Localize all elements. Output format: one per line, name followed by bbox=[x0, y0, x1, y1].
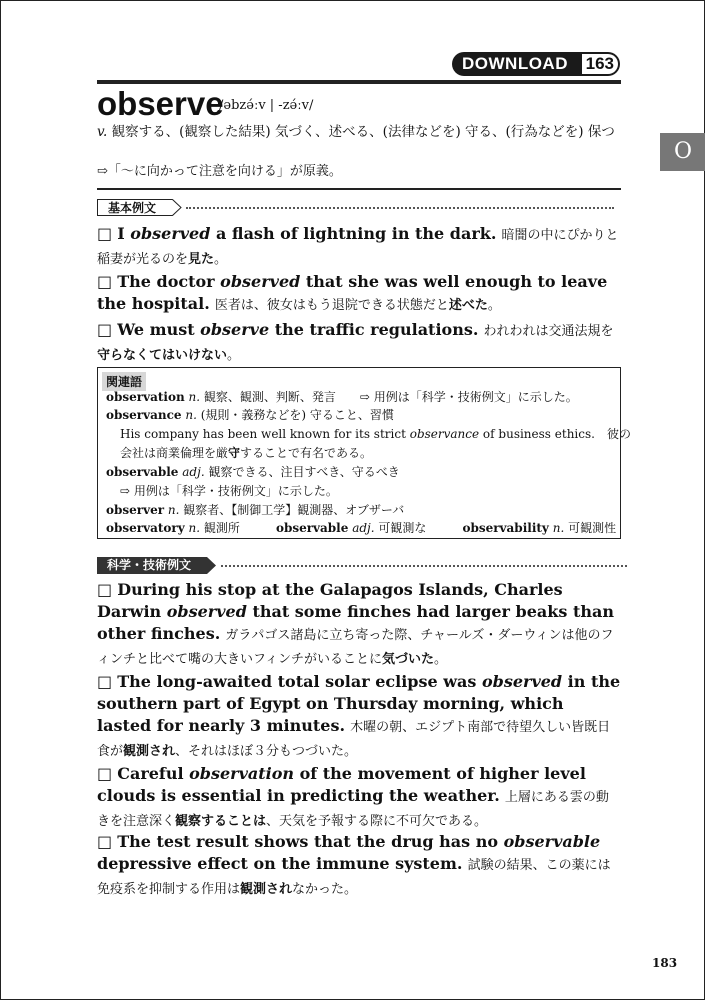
related-words-label: 関連語 bbox=[102, 372, 146, 391]
checkbox[interactable]: □ bbox=[97, 672, 113, 691]
checkbox[interactable]: □ bbox=[97, 224, 113, 243]
science-examples-header bbox=[97, 557, 627, 574]
basic-examples-label: 基本例文 bbox=[97, 199, 172, 216]
science-example-1 bbox=[97, 579, 621, 671]
example-japanese: ガラパゴス諸島に立ち寄った際、チャールズ・ダーウィンは他のフィンチと比べて嘴の大きいフィンチがいることに気づいた。 bbox=[97, 628, 614, 667]
example-english: Careful observation of the movement of higher level clouds is essential in predicting the weather. bbox=[97, 764, 586, 805]
definition bbox=[97, 122, 621, 142]
example-english: The test result shows that the drug has no observable depressive effect on the immune system. bbox=[97, 832, 601, 873]
example-japanese: 上層にある雲の動きを注意深く観察することは、天気を予報する際に不可欠である。 bbox=[97, 790, 609, 829]
etymology-note: ⇨「～に向かって注意を向ける」が原義。 bbox=[97, 164, 342, 179]
section-arrow-icon bbox=[172, 199, 182, 216]
section-dotted-rule bbox=[221, 565, 627, 567]
headword: observe bbox=[97, 85, 224, 122]
related-observance-translation: 会社は商業倫理を厳守することで有名である。 bbox=[120, 446, 373, 460]
entry-rule bbox=[97, 188, 621, 190]
science-example-2 bbox=[97, 671, 621, 763]
related-observer: observer n. 観察者、【制御工学】観測器、オブザーバ bbox=[106, 503, 405, 517]
science-examples-label: 科学・技術例文 bbox=[97, 557, 207, 574]
part-of-speech: v. bbox=[97, 124, 108, 140]
header-rule bbox=[97, 80, 621, 84]
example-english: We must observe the traffic regulations. bbox=[117, 320, 479, 339]
science-example-3 bbox=[97, 763, 621, 833]
related-observance: observance n. (規則・義務などを) 守ること、習慣 bbox=[106, 408, 394, 422]
basic-examples-header bbox=[97, 199, 614, 216]
index-tab-letter[interactable]: O bbox=[660, 133, 705, 171]
example-japanese: 暗闇の中にぴかりと稲妻が光るのを見た。 bbox=[97, 228, 619, 267]
checkbox[interactable]: □ bbox=[97, 320, 113, 339]
basic-example-1 bbox=[97, 223, 621, 271]
basic-example-2 bbox=[97, 271, 621, 317]
related-observable: observable adj. 観察できる、注目すべき、守るべき bbox=[106, 465, 400, 479]
section-arrow-icon bbox=[207, 557, 217, 574]
related-observation: observation n. 観察、観測、判断、発言 ⇨ 用例は「科学・技術例文」に示した。 bbox=[106, 390, 578, 404]
download-badge[interactable] bbox=[452, 52, 620, 76]
example-english: The long-awaited total solar eclipse was observed in the southern part of Egypt on Thursday morning, which lasted for nearly 3 minutes. bbox=[97, 672, 621, 735]
section-dotted-rule bbox=[186, 207, 614, 209]
basic-example-3 bbox=[97, 319, 621, 367]
science-example-4 bbox=[97, 831, 621, 901]
checkbox[interactable]: □ bbox=[97, 580, 113, 599]
related-observable-ref: ⇨ 用例は「科学・技術例文」に示した。 bbox=[120, 484, 338, 498]
example-japanese: われわれは交通法規を守らなくてはいけない。 bbox=[97, 324, 614, 363]
example-japanese: 医者は、彼女はもう退院できる状態だと述べた。 bbox=[214, 298, 501, 313]
example-english: The doctor observed that she was well enough to leave the hospital. bbox=[97, 272, 608, 313]
related-observatory: observatory n. 観測所 observable adj. 可観測な observability n. 可観測性 bbox=[106, 521, 617, 535]
page-number: 183 bbox=[652, 956, 678, 970]
checkbox[interactable]: □ bbox=[97, 764, 113, 783]
example-english: I observed a flash of lightning in the dark. bbox=[117, 224, 497, 243]
example-japanese: 試験の結果、この薬には免疫系を抑制する作用は観測されなかった。 bbox=[97, 858, 611, 897]
related-observance-example: His company has been well known for its strict observance of business ethics. 彼の bbox=[120, 427, 631, 441]
example-english: During his stop at the Galapagos Islands, Charles Darwin observed that some finches had larger beaks than other finches. bbox=[97, 580, 614, 643]
checkbox[interactable]: □ bbox=[97, 832, 113, 851]
download-label: DOWNLOAD bbox=[462, 54, 568, 73]
example-japanese: 木曜の朝、エジプト南部で待望久しい皆既日食が観測され、それはほぼ３分もつづいた。 bbox=[97, 720, 611, 759]
pronunciation: /əbzə́ːv | -zə́ːv/ bbox=[219, 98, 314, 113]
download-number: 163 bbox=[582, 54, 618, 74]
definition-text: 観察する、(観察した結果) 気づく、述べる、(法律などを) 守る、(行為などを) 保つ bbox=[111, 124, 615, 140]
related-words-box bbox=[97, 367, 631, 539]
checkbox[interactable]: □ bbox=[97, 272, 113, 291]
